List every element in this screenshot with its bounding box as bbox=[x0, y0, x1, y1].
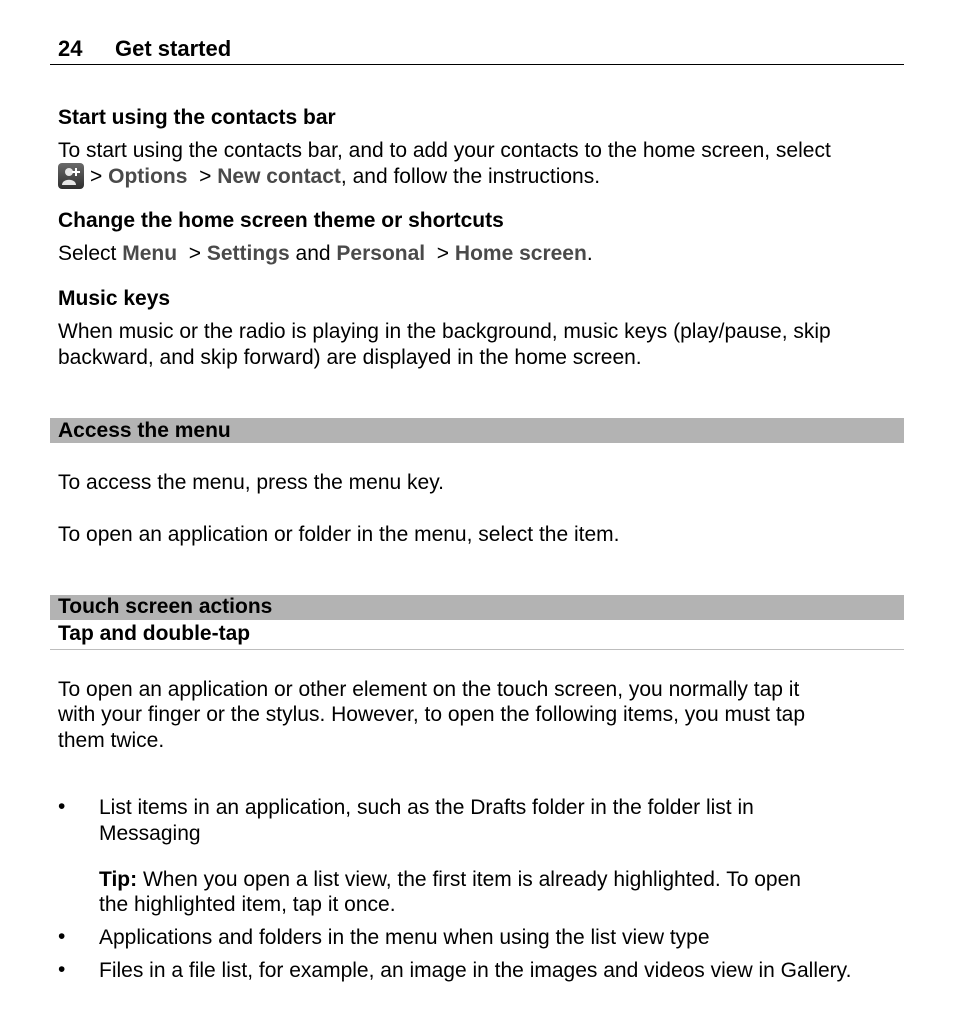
path-separator: > bbox=[436, 242, 450, 265]
settings-label: Settings bbox=[206, 242, 290, 265]
bullet-1-line2: Messaging bbox=[99, 822, 201, 845]
tip-line1 bbox=[99, 867, 801, 893]
header-rule bbox=[50, 64, 904, 65]
access-menu-heading: Access the menu bbox=[58, 419, 231, 442]
home-screen-label: Home screen bbox=[454, 242, 587, 265]
personal-label: Personal bbox=[336, 242, 426, 265]
subheading-rule bbox=[50, 649, 904, 650]
tip-line2: the highlighted item, tap it once. bbox=[99, 893, 396, 916]
select-word: Select bbox=[58, 242, 117, 265]
bullet-3-line1: Files in a file list, for example, an image in the images and videos view in Gallery. bbox=[99, 959, 852, 982]
path-separator: > bbox=[90, 165, 103, 188]
music-keys-heading: Music keys bbox=[58, 287, 171, 310]
bullet-marker: • bbox=[58, 925, 66, 948]
music-keys-text-line1: When music or the radio is playing in the background, music keys (play/pause, skip bbox=[58, 320, 831, 343]
tap-subheading: Tap and double-tap bbox=[58, 622, 251, 645]
contacts-icon bbox=[58, 163, 84, 189]
bullet-marker: • bbox=[58, 795, 66, 818]
period: . bbox=[586, 242, 593, 265]
tap-intro-line1: To open an application or other element on the touch screen, you normally tap it bbox=[58, 678, 800, 701]
bullet-marker: • bbox=[58, 958, 66, 981]
contacts-bar-heading: Start using the contacts bar bbox=[58, 106, 336, 129]
touch-actions-heading: Touch screen actions bbox=[58, 595, 273, 618]
options-menu-label: Options bbox=[108, 165, 188, 188]
tap-intro-line3: them twice. bbox=[58, 729, 165, 752]
menu-label: Menu bbox=[122, 242, 178, 265]
bullet-1-line1: List items in an application, such as the Drafts folder in the folder list in bbox=[99, 796, 754, 819]
bullet-2-line1: Applications and folders in the menu when using the list view type bbox=[99, 926, 710, 949]
path-separator: > bbox=[199, 165, 212, 188]
and-word: and bbox=[295, 242, 331, 265]
contacts-bar-text-line2 bbox=[58, 163, 600, 190]
path-separator: > bbox=[188, 242, 201, 265]
theme-heading: Change the home screen theme or shortcuts bbox=[58, 209, 504, 232]
tip-text: When you open a list view, the first item is already highlighted. To open bbox=[137, 868, 801, 891]
access-menu-para1: To access the menu, press the menu key. bbox=[58, 471, 444, 494]
theme-text bbox=[58, 241, 593, 267]
tip-label: Tip: bbox=[99, 868, 138, 891]
access-menu-para2: To open an application or folder in the menu, select the item. bbox=[58, 523, 620, 546]
new-contact-menu-label: New contact bbox=[217, 165, 341, 188]
chapter-title: Get started bbox=[115, 36, 232, 61]
contacts-bar-text-line1: To start using the contacts bar, and to add your contacts to the home screen, select bbox=[58, 139, 831, 162]
page-number: 24 bbox=[58, 36, 83, 61]
tap-intro-line2: with your finger or the stylus. However, to open the following items, you must tap bbox=[58, 703, 806, 726]
contacts-bar-instruction: , and follow the instructions. bbox=[340, 165, 601, 188]
music-keys-text-line2: backward, and skip forward) are displayed in the home screen. bbox=[58, 346, 642, 369]
